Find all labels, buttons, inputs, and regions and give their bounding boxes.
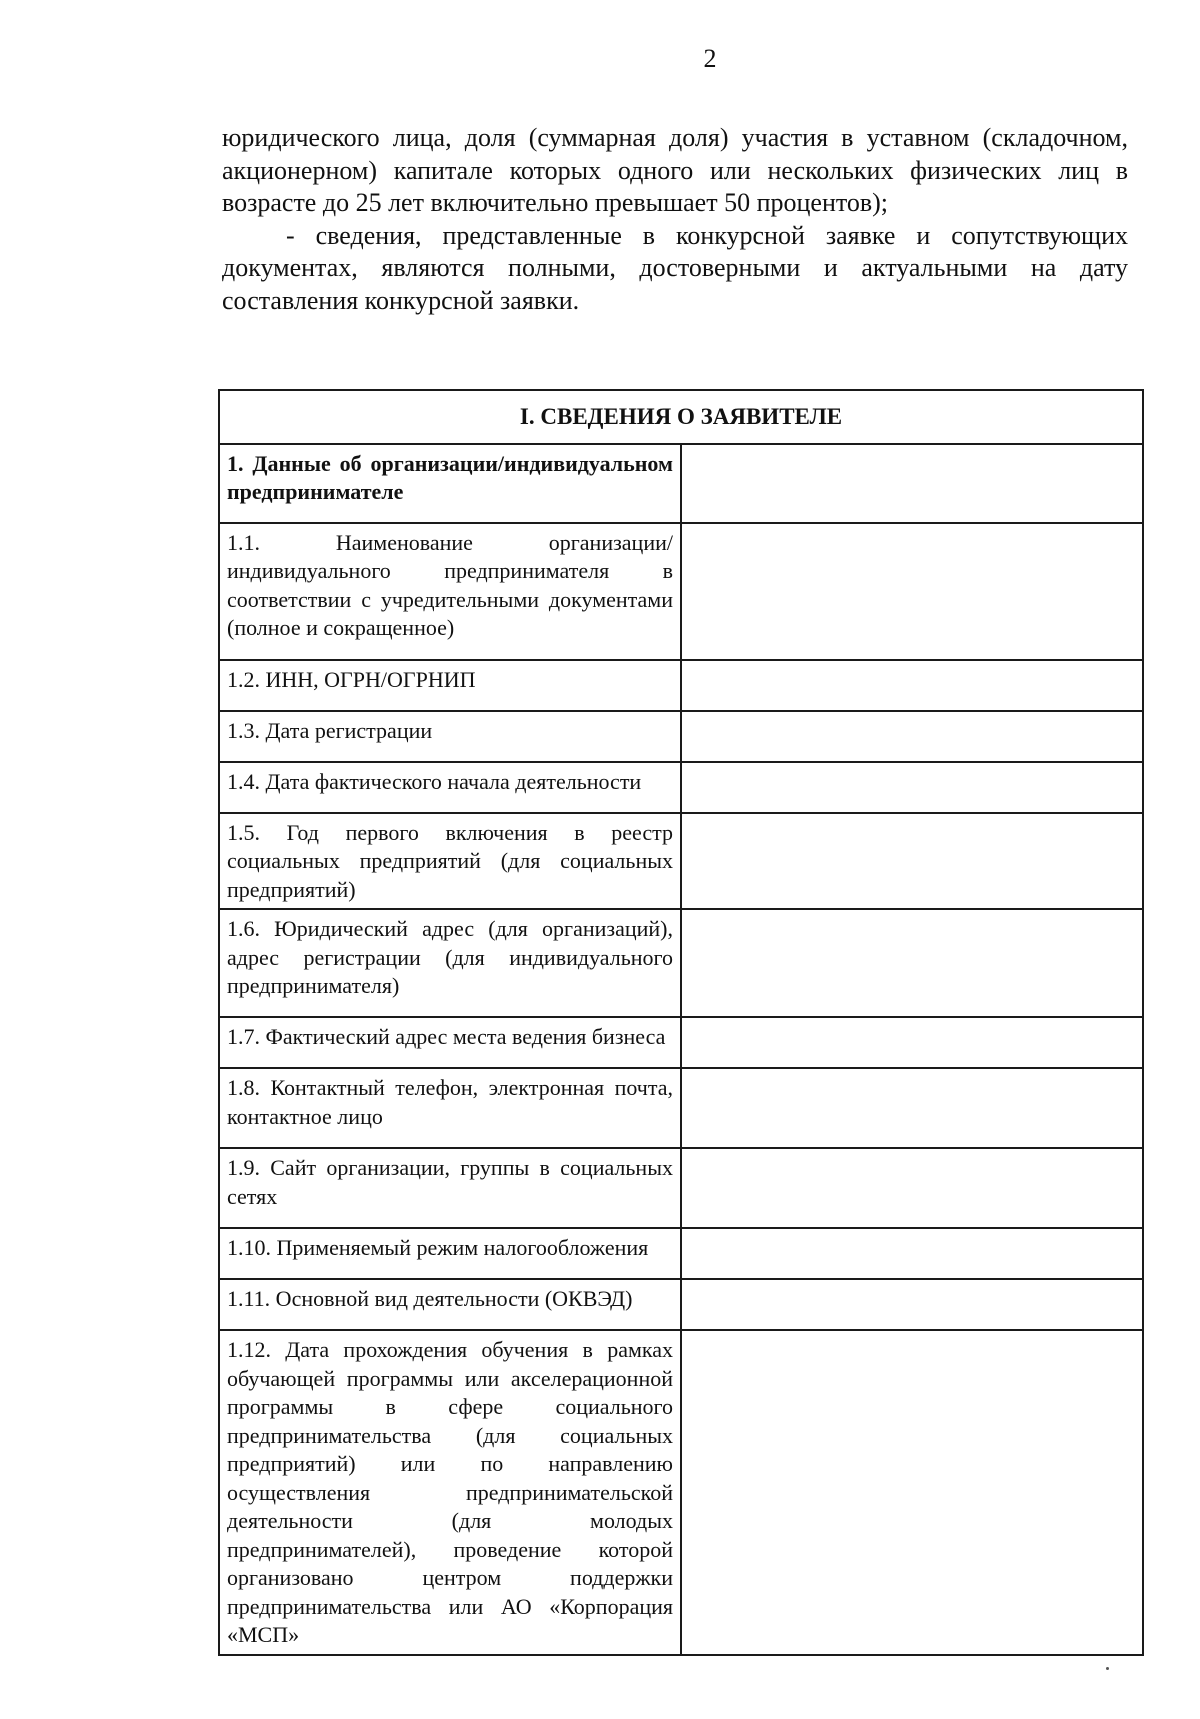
row-value-1-10[interactable] bbox=[681, 1228, 1143, 1279]
section-header-row bbox=[219, 390, 1143, 444]
group-title: 1. Данные об организации/индивидуальном предпринимателе bbox=[219, 444, 681, 523]
row-label-1-2: 1.2. ИНН, ОГРН/ОГРНИП bbox=[219, 660, 681, 711]
row-label-1-7: 1.7. Фактический адрес места ведения бизнеса bbox=[219, 1017, 681, 1068]
table-row bbox=[219, 813, 1143, 910]
intro-paragraph-1: юридического лица, доля (суммарная доля) участия в уставном (складочном, акционерном) капитале которых одного или нескольких физических лиц в возрасте до 25 лет включительно превышает 50 процентов); bbox=[222, 123, 1128, 217]
row-label-1-1: 1.1. Наименование организации/индивидуального предпринимателя в соответствии с учредительными документами (полное и сокращенное) bbox=[219, 523, 681, 660]
row-label-1-5: 1.5. Год первого включения в реестр социальных предприятий (для социальных предприятий) bbox=[219, 813, 681, 910]
table-row bbox=[219, 1068, 1143, 1148]
row-value-1-9[interactable] bbox=[681, 1148, 1143, 1228]
row-label-1-9: 1.9. Сайт организации, группы в социальных сетях bbox=[219, 1148, 681, 1228]
row-label-1-12: 1.12. Дата прохождения обучения в рамках обучающей программы или акселерационной программы в сфере социального предпринимательства (для социальных предприятий) или по направлению осуществления предпринимательской деятельности (для молодых предпринимателей), проведение которой организовано центром поддержки предпринимательства или АО «Корпорация «МСП» bbox=[219, 1330, 681, 1655]
group-header-row bbox=[219, 444, 1143, 523]
table-row bbox=[219, 660, 1143, 711]
table-row bbox=[219, 1148, 1143, 1228]
applicant-info-table bbox=[218, 389, 1144, 1656]
row-value-1-6[interactable] bbox=[681, 909, 1143, 1017]
intro-text bbox=[222, 122, 1128, 317]
row-value-1-1[interactable] bbox=[681, 523, 1143, 660]
row-value-1-4[interactable] bbox=[681, 762, 1143, 813]
table-row bbox=[219, 762, 1143, 813]
row-value-1-7[interactable] bbox=[681, 1017, 1143, 1068]
page-number: 2 bbox=[703, 44, 717, 73]
row-value-1-5[interactable] bbox=[681, 813, 1143, 910]
row-label-1-8: 1.8. Контактный телефон, электронная почта, контактное лицо bbox=[219, 1068, 681, 1148]
table-row bbox=[219, 1279, 1143, 1330]
table-row bbox=[219, 909, 1143, 1017]
row-label-1-4: 1.4. Дата фактического начала деятельности bbox=[219, 762, 681, 813]
row-value-1-11[interactable] bbox=[681, 1279, 1143, 1330]
table-row bbox=[219, 1330, 1143, 1655]
row-value-1-12[interactable] bbox=[681, 1330, 1143, 1655]
row-value-1-2[interactable] bbox=[681, 660, 1143, 711]
section-title: I. СВЕДЕНИЯ О ЗАЯВИТЕЛЕ bbox=[219, 390, 1143, 444]
row-value-1-3[interactable] bbox=[681, 711, 1143, 762]
row-label-1-6: 1.6. Юридический адрес (для организаций), адрес регистрации (для индивидуального предпринимателя) bbox=[219, 909, 681, 1017]
intro-paragraph-2: - сведения, представленные в конкурсной заявке и сопутствующих документах, являются полными, достоверными и актуальными на дату составления конкурсной заявки. bbox=[222, 220, 1128, 315]
group-value-cell[interactable] bbox=[681, 444, 1143, 523]
row-label-1-3: 1.3. Дата регистрации bbox=[219, 711, 681, 762]
scan-speck bbox=[1106, 1667, 1109, 1670]
table-row bbox=[219, 1017, 1143, 1068]
table-row bbox=[219, 523, 1143, 660]
table-row bbox=[219, 1228, 1143, 1279]
row-label-1-11: 1.11. Основной вид деятельности (ОКВЭД) bbox=[219, 1279, 681, 1330]
row-value-1-8[interactable] bbox=[681, 1068, 1143, 1148]
table-row bbox=[219, 711, 1143, 762]
row-label-1-10: 1.10. Применяемый режим налогообложения bbox=[219, 1228, 681, 1279]
